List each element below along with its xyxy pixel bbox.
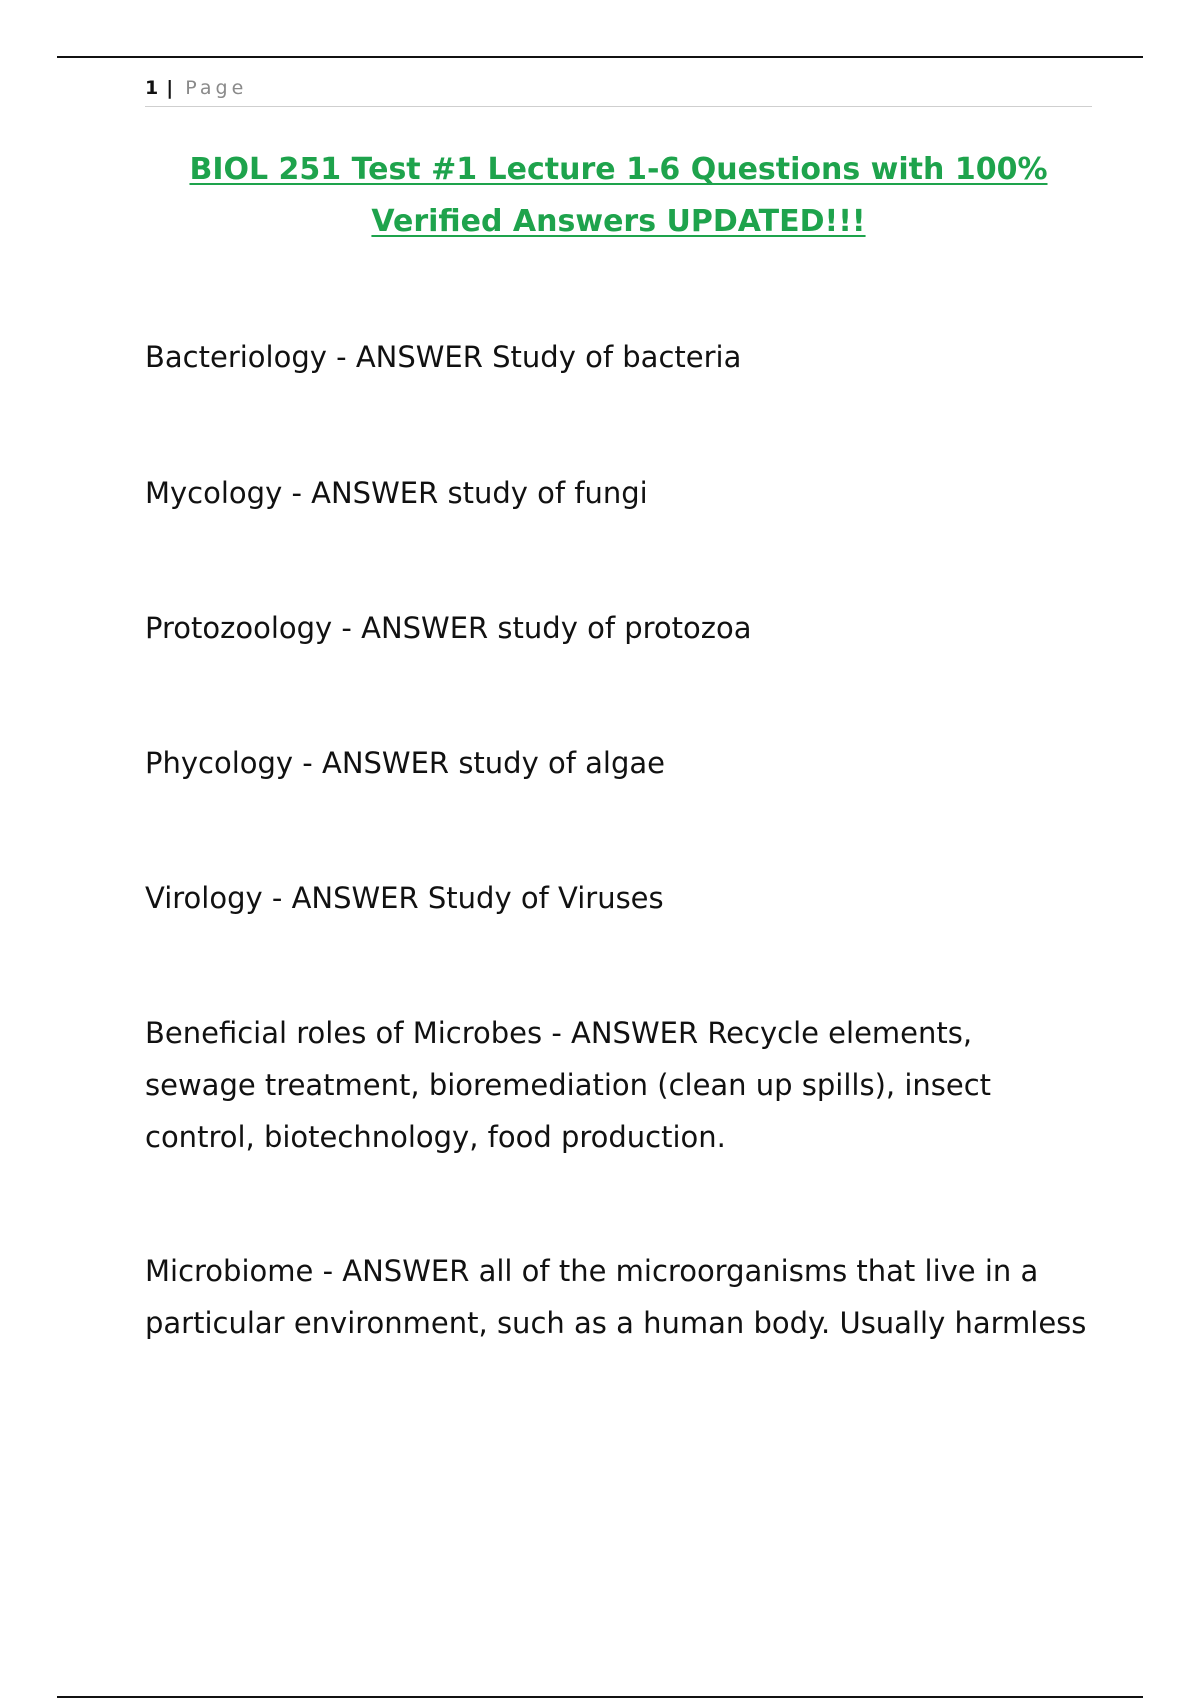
qa-answer: study of fungi xyxy=(447,476,648,510)
qa-term: Bacteriology xyxy=(145,340,327,374)
qa-item-protozoology xyxy=(145,602,1090,654)
qa-item-bacteriology xyxy=(145,331,1090,383)
page-number: 1 xyxy=(145,77,159,99)
page-top-rule xyxy=(57,56,1143,58)
qa-item-microbiome xyxy=(145,1245,1090,1349)
qa-answer-marker: - ANSWER xyxy=(293,746,459,780)
qa-term: Virology xyxy=(145,881,263,915)
qa-term: Mycology xyxy=(145,476,283,510)
page-label: Page xyxy=(185,77,248,99)
qa-item-virology xyxy=(145,872,1090,924)
qa-item-beneficial-roles xyxy=(145,1007,1090,1163)
qa-answer: all of the microorganisms that live in a particular environment, such as a human body. Usually harmless xyxy=(145,1254,1087,1340)
qa-answer: Study of bacteria xyxy=(492,340,742,374)
document-title: BIOL 251 Test #1 Lecture 1-6 Questions with 100% Verified Answers UPDATED!!! xyxy=(189,152,1048,239)
qa-term: Microbiome xyxy=(145,1254,314,1288)
qa-term: Phycology xyxy=(145,746,294,780)
qa-answer-marker: - ANSWER xyxy=(282,476,448,510)
qa-item-phycology xyxy=(145,737,1090,789)
qa-answer-marker: - ANSWER xyxy=(542,1016,708,1050)
qa-answer: study of algae xyxy=(458,746,665,780)
qa-term: Protozoology xyxy=(145,611,333,645)
qa-answer-marker: - ANSWER xyxy=(313,1254,479,1288)
qa-answer: Recycle elements, sewage treatment, bioremediation (clean up spills), insect control, biotechnology, food production. xyxy=(145,1016,992,1154)
page-header xyxy=(145,74,1092,107)
page-header-separator: | xyxy=(166,77,174,99)
qa-answer: Study of Viruses xyxy=(427,881,664,915)
qa-term: Beneficial roles of Microbes xyxy=(145,1016,543,1050)
qa-answer-marker: - ANSWER xyxy=(262,881,428,915)
page-bottom-rule xyxy=(57,1696,1143,1698)
qa-answer-marker: - ANSWER xyxy=(332,611,498,645)
qa-answer: study of protozoa xyxy=(497,611,752,645)
qa-answer-marker: - ANSWER xyxy=(326,340,493,374)
qa-item-mycology xyxy=(145,467,1090,519)
